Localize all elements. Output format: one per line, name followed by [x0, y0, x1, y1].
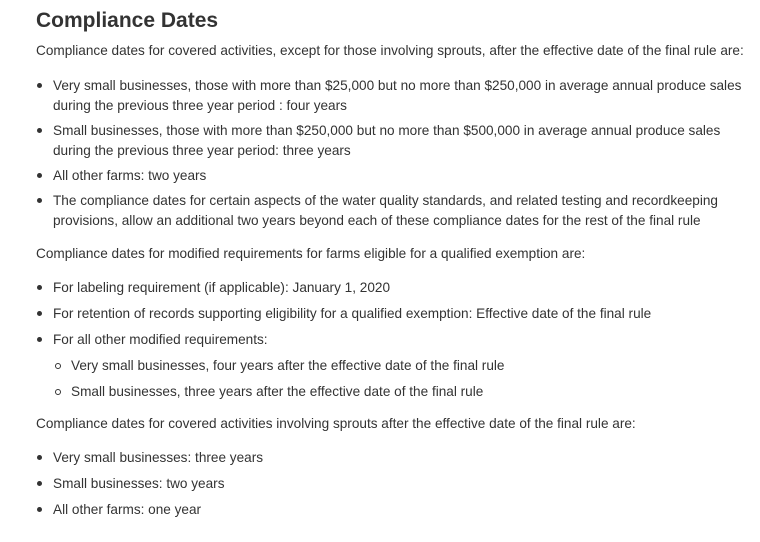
document-body: [36, 8, 752, 520]
list-item: Small businesses, those with more than $250,000 but no more than $500,000 in average annual produce sales during the previous three year period: three years: [36, 121, 752, 161]
list-item: Very small businesses: three years: [36, 448, 752, 468]
modified-requirements-sublist: [36, 356, 752, 402]
section-intro-sprouts: Compliance dates for covered activities involving sprouts after the effective date of the final rule are:: [36, 416, 636, 431]
list-item: For labeling requirement (if applicable): January 1, 2020: [36, 278, 752, 298]
list-item: The compliance dates for certain aspects of the water quality standards, and related testing and recordkeeping provisions, allow an additional two years beyond each of these compliance dates for the rest of the final rule: [36, 191, 752, 231]
covered-activities-list: [36, 76, 752, 231]
list-item: All other farms: one year: [36, 500, 752, 520]
list-item-label: For all other modified requirements:: [53, 332, 268, 347]
list-item: For retention of records supporting eligibility for a qualified exemption: Effective date of the final rule: [36, 304, 752, 324]
list-item: [36, 330, 752, 350]
list-item: Very small businesses, those with more than $25,000 but no more than $250,000 in average annual produce sales during the previous three year period : four years: [36, 76, 752, 116]
section-intro-covered-activities: Compliance dates for covered activities, except for those involving sprouts, after the effective date of the final rule are:: [36, 43, 744, 58]
list-item: All other farms: two years: [36, 166, 752, 186]
list-item: Small businesses: two years: [36, 474, 752, 494]
sub-list-item: Small businesses, three years after the effective date of the final rule: [36, 382, 752, 402]
qualified-exemption-list: [36, 278, 752, 350]
page-title: Compliance Dates: [36, 9, 219, 32]
section-intro-qualified-exemption: Compliance dates for modified requirements for farms eligible for a qualified exemption are:: [36, 246, 586, 261]
sub-list-item: Very small businesses, four years after the effective date of the final rule: [36, 356, 752, 376]
sprouts-list: [36, 448, 752, 520]
